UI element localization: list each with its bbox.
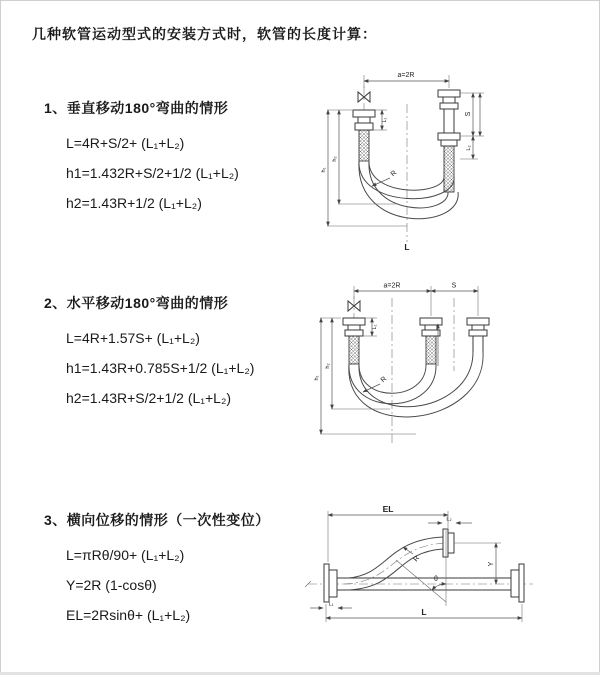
d1-label-l: L [404, 242, 410, 252]
d2-left-fitting [343, 318, 365, 364]
d3-centerline [305, 581, 533, 587]
section-1-heading: 1、垂直移动180°弯曲的情形 [44, 100, 229, 116]
section-horizontal-180 [44, 293, 319, 413]
d1-dim-s [460, 93, 484, 136]
page-title: 几种软管运动型式的安装方式时，软管的长度计算： [32, 26, 377, 42]
d1-label-r: R [389, 169, 399, 179]
d1-label-h2: h₂ [332, 156, 338, 162]
section-2-formula-h1: h1=1.43R+0.785S+1/2 (L₁+L₂) [66, 360, 255, 376]
section-1-formula-h2: h2=1.43R+1/2 (L₁+L₂) [66, 195, 202, 211]
d1-label-h1: h₁ [321, 167, 327, 173]
d1-hose-curves [359, 161, 458, 219]
section-2-formula-h2: h2=1.43R+S/2+1/2 (L₁+L₂) [66, 390, 232, 406]
d1-dim-a2r [364, 72, 449, 88]
d3-label-l2: L₂ [446, 516, 452, 523]
d2-middle-fitting [420, 318, 442, 364]
d1-right-fitting [438, 90, 460, 192]
d2-label-h1: h₁ [314, 375, 320, 381]
valve-icon [348, 296, 360, 318]
section-3-formula-L: L=πRθ/90+ (L₁+L₂) [66, 547, 185, 563]
section-vertical-180 [44, 98, 319, 218]
d3-dim-l2 [428, 517, 472, 524]
d1-label-a2r: a=2R [397, 72, 415, 79]
d3-label-r: R [412, 554, 422, 564]
section-3-formula-EL: EL=2Rsinθ+ (L₁+L₂) [66, 607, 191, 623]
d1-left-fitting [353, 110, 375, 161]
diagram-vertical-180 [308, 64, 598, 264]
d3-label-l1: L₁ [328, 601, 334, 608]
section-1-formula-L: L=4R+S/2+ (L₁+L₂) [66, 135, 185, 151]
d3-label-l: L [421, 607, 427, 617]
d2-label-a2r: a=2R [383, 282, 401, 290]
d3-label-y: Y [488, 561, 495, 567]
d1-dim-l2 [460, 136, 478, 159]
d1-label-l1: L₁ [382, 117, 388, 123]
diagram-horizontal-180 [306, 276, 596, 461]
d1-label-l2: L₂ [466, 145, 472, 151]
d3-dim-l1 [310, 602, 352, 609]
d2-right-fitting [467, 318, 489, 352]
d2-hose-curves [349, 352, 483, 417]
d1-label-s: S [465, 111, 472, 117]
d3-dim-el [328, 504, 448, 562]
d2-dim-s [431, 283, 478, 292]
d3-label-el: EL [382, 504, 394, 514]
d2-label-r: R [379, 375, 389, 385]
d3-left-flange [324, 564, 337, 602]
d2-label-h2: h₂ [325, 363, 331, 369]
d3-dim-l [326, 601, 522, 622]
section-3-formula-Y: Y=2R (1-cosθ) [66, 577, 157, 593]
d2-label-l1: L₁ [372, 324, 378, 330]
d2-label-s: S [451, 282, 457, 290]
section-1-formula-h1: h1=1.432R+S/2+1/2 (L₁+L₂) [66, 165, 239, 181]
section-2-formula-L: L=4R+1.57S+ (L₁+L₂) [66, 330, 200, 346]
d3-label-theta: θ [434, 576, 438, 583]
diagram-lateral-displacement [296, 502, 596, 647]
section-lateral-displacement [44, 510, 319, 630]
d3-angle-theta [396, 530, 446, 606]
d2-dim-a2r [354, 283, 478, 317]
valve-icon [358, 86, 370, 110]
section-3-heading: 3、横向位移的情形（一次性变位） [44, 512, 270, 528]
section-2-heading: 2、水平移动180°弯曲的情形 [44, 295, 229, 311]
